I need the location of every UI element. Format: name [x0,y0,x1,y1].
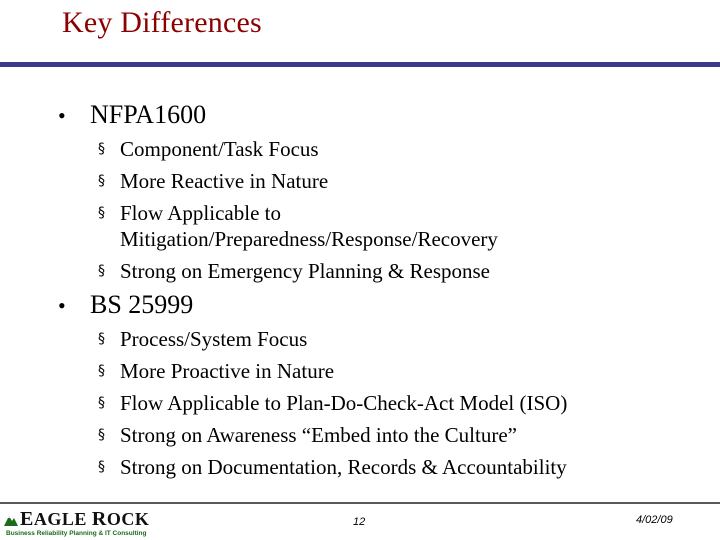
section-nfpa1600 [58,100,206,131]
section-heading: BS 25999 [90,290,194,319]
bullet-dot-icon: • [58,103,66,128]
list-item: § Strong on Emergency Planning & Response [98,259,490,283]
eagle-rock-mountain-icon [4,510,18,524]
title-divider [0,62,720,67]
square-bullet-icon: § [98,427,105,443]
square-bullet-icon: § [98,459,105,475]
bs-sub-list [58,326,567,480]
list-item: § Strong on Awareness “Embed into the Culture” [98,423,517,447]
logo-tagline: Business Reliability Planning & IT Consulting [6,530,147,537]
section-bs25999 [58,290,193,321]
main-bullet [58,290,193,321]
square-bullet-icon: § [98,331,105,347]
list-item: § Flow Applicable to Plan-Do-Check-Act Model (ISO) [98,391,568,415]
square-bullet-icon: § [98,263,105,279]
section-heading: NFPA1600 [90,100,207,129]
footer-divider [0,502,720,504]
list-item: § More Reactive in Nature [98,169,329,193]
logo-wordmark: EAGLE ROCK [4,508,149,531]
list-item: § Strong on Documentation, Records & Accountability [98,455,567,479]
list-item-continuation: Mitigation/Preparedness/Response/Recovery [120,227,498,251]
list-item: § Component/Task Focus [98,137,319,161]
square-bullet-icon: § [98,205,105,221]
slide-title: Key Differences [62,6,262,39]
slide-date: 4/02/09 [636,514,673,526]
list-item: § Flow Applicable to [98,201,281,225]
list-item: § More Proactive in Nature [98,359,335,383]
bullet-dot-icon: • [58,293,66,318]
list-item: § Process/System Focus [98,327,308,351]
square-bullet-icon: § [98,173,105,189]
page-number: 12 [353,516,366,528]
square-bullet-icon: § [98,395,105,411]
square-bullet-icon: § [98,141,105,157]
main-bullet [58,100,206,131]
company-logo [4,508,154,538]
nfpa-sub-list [58,136,498,284]
square-bullet-icon: § [98,363,105,379]
